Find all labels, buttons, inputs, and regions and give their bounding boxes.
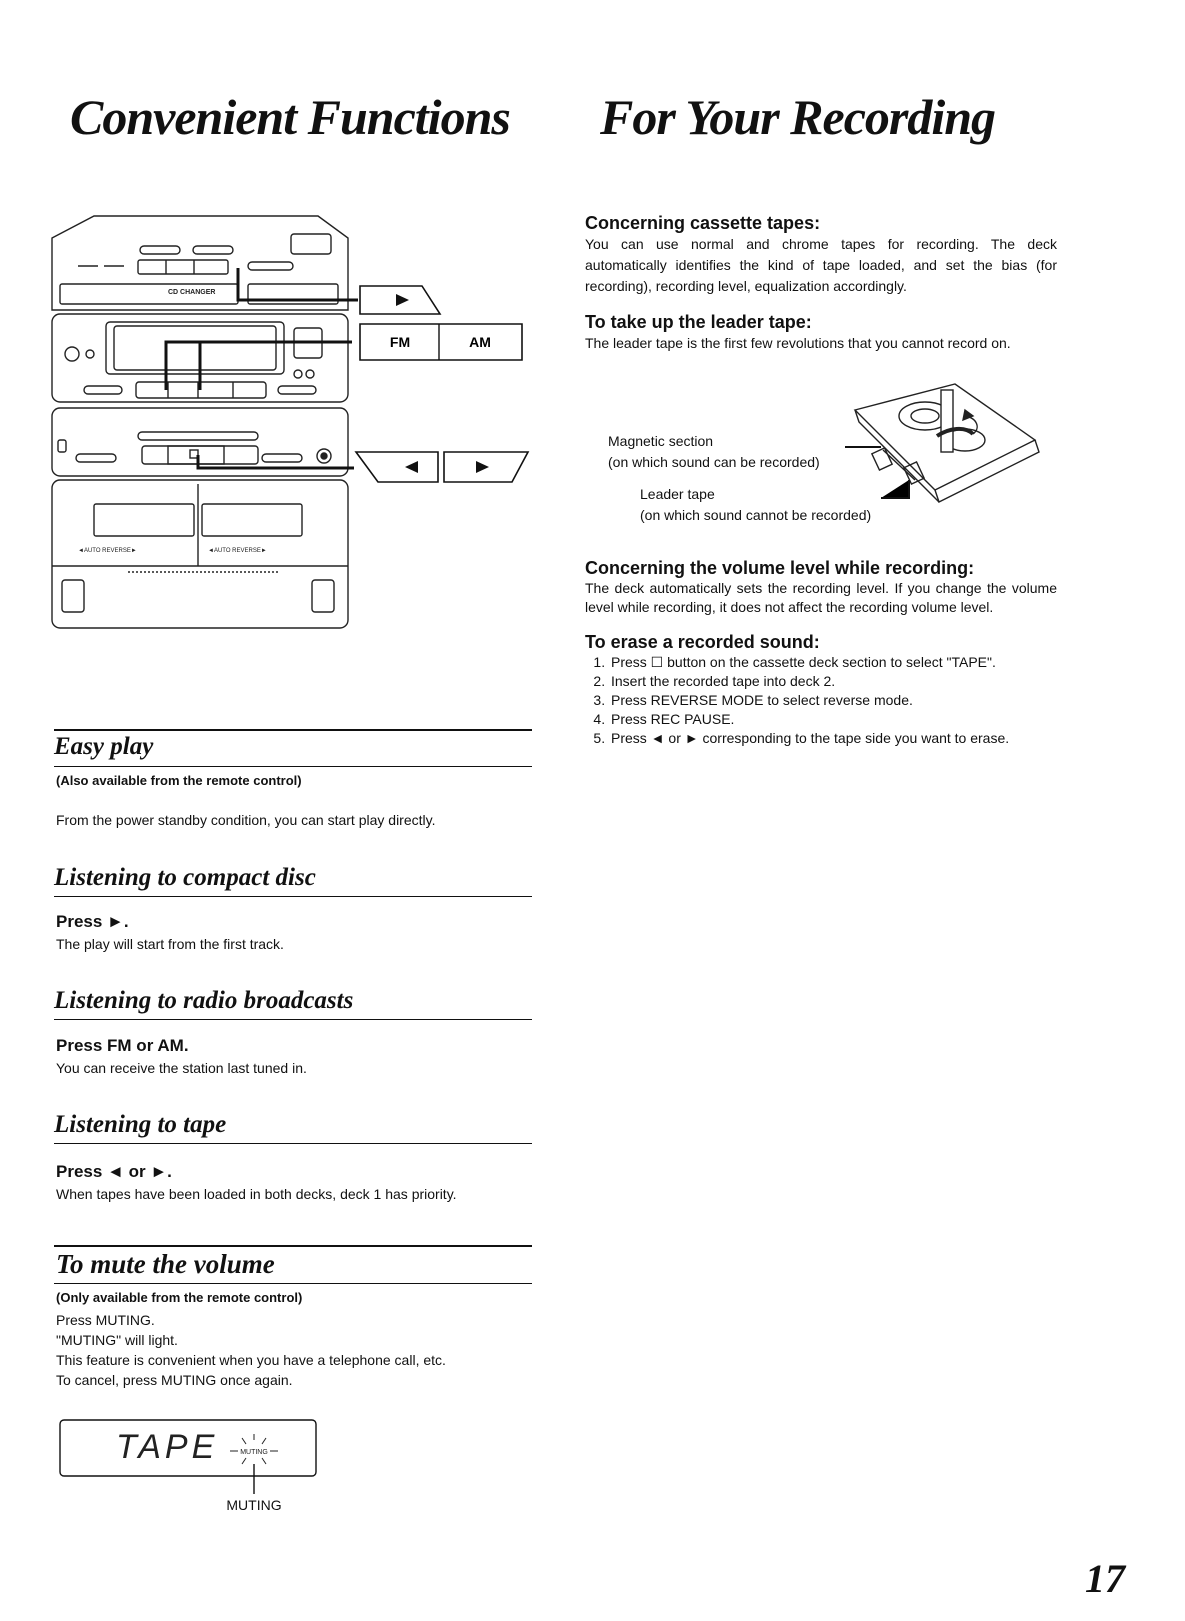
leader-heading: To take up the leader tape: [585,312,812,332]
magnetic-section-sub: (on which sound can be recorded) [608,454,820,470]
display-text: TAPE [116,1428,219,1466]
leader-text: The leader tape is the first few revolutions that you cannot record on. [585,335,1011,351]
cassette-text: You can use normal and chrome tapes for recording. The deck automatically identifies the kind of tape loaded, and set the bias (for recording), recording level, equalization accordingly. [585,236,1057,294]
twin-cassette-unit [52,480,348,628]
mute-heading: To mute the volume [56,1249,275,1279]
easy-play-note: (Also available from the remote control) [56,773,302,788]
erase-step: 3. Press REVERSE MODE to select reverse mode. [609,691,1057,710]
erase-steps [585,653,1057,748]
radio-press: Press FM or AM. [56,1036,189,1055]
cd-heading: Listening to compact disc [54,864,316,891]
erase-heading: To erase a recorded sound: [585,632,820,652]
svg-text:◄AUTO REVERSE►: ◄AUTO REVERSE► [208,548,267,554]
page-number: 17 [1085,1556,1125,1601]
tape-press: Press ◄ or ►. [56,1162,172,1181]
stereo-system-diagram [48,214,548,629]
cd-changer-label: CD CHANGER [168,289,216,296]
leader-tape-sub: (on which sound cannot be recorded) [640,507,872,523]
recording-section-2 [585,557,1057,748]
leader-tape-label: Leader tape [640,486,715,502]
cassette-diagram [845,380,1045,530]
title-left: Convenient Functions [70,89,510,145]
volume-text: The deck automatically sets the recording level. If you change the volume level while recording, it does not affect the recording volume level. [585,580,1057,615]
svg-text:◄AUTO REVERSE►: ◄AUTO REVERSE► [78,548,137,554]
mute-note: (Only available from the remote control) [56,1290,303,1305]
tape-text: When tapes have been loaded in both decks, deck 1 has priority. [56,1186,457,1202]
deck-control-unit [52,408,348,476]
mute-instructions [56,1310,446,1390]
easy-play-text: From the power standby condition, you can start play directly. [56,812,436,828]
radio-text: You can receive the station last tuned in. [56,1060,307,1076]
magnetic-section-label: Magnetic section [608,433,714,449]
volume-heading: Concerning the volume level while recording: [585,558,975,578]
mute-line: "MUTING" will light. [56,1332,178,1348]
reverse-key-callout [356,452,438,482]
muting-indicator: MUTING [240,1449,268,1456]
easy-play-heading: Easy play [54,733,154,760]
radio-heading: Listening to radio broadcasts [54,987,354,1014]
cd-press: Press ►. [56,912,129,931]
mute-line: To cancel, press MUTING once again. [56,1372,293,1388]
muting-caption: MUTING [226,1497,282,1513]
cassette-heading: Concerning cassette tapes: [585,213,821,233]
recording-section [585,212,1057,354]
tape-heading: Listening to tape [54,1111,227,1138]
cd-text: The play will start from the first track. [56,936,284,952]
title-right: For Your Recording [600,89,996,145]
mute-line: This feature is convenient when you have a telephone call, etc. [56,1352,446,1368]
fm-am-key-callout [360,324,522,360]
erase-step: 4. Press REC PAUSE. [609,710,1057,729]
mute-line: Press MUTING. [56,1312,155,1328]
am-label: AM [469,334,491,350]
muting-display-figure [58,1418,320,1514]
erase-step: 1. Press ☐ button on the cassette deck section to select "TAPE". [609,653,1057,672]
fm-label: FM [389,334,411,350]
erase-step: 2. Insert the recorded tape into deck 2. [609,672,1057,691]
erase-step: 5. Press ◄ or ► corresponding to the tape side you want to erase. [609,729,1057,748]
